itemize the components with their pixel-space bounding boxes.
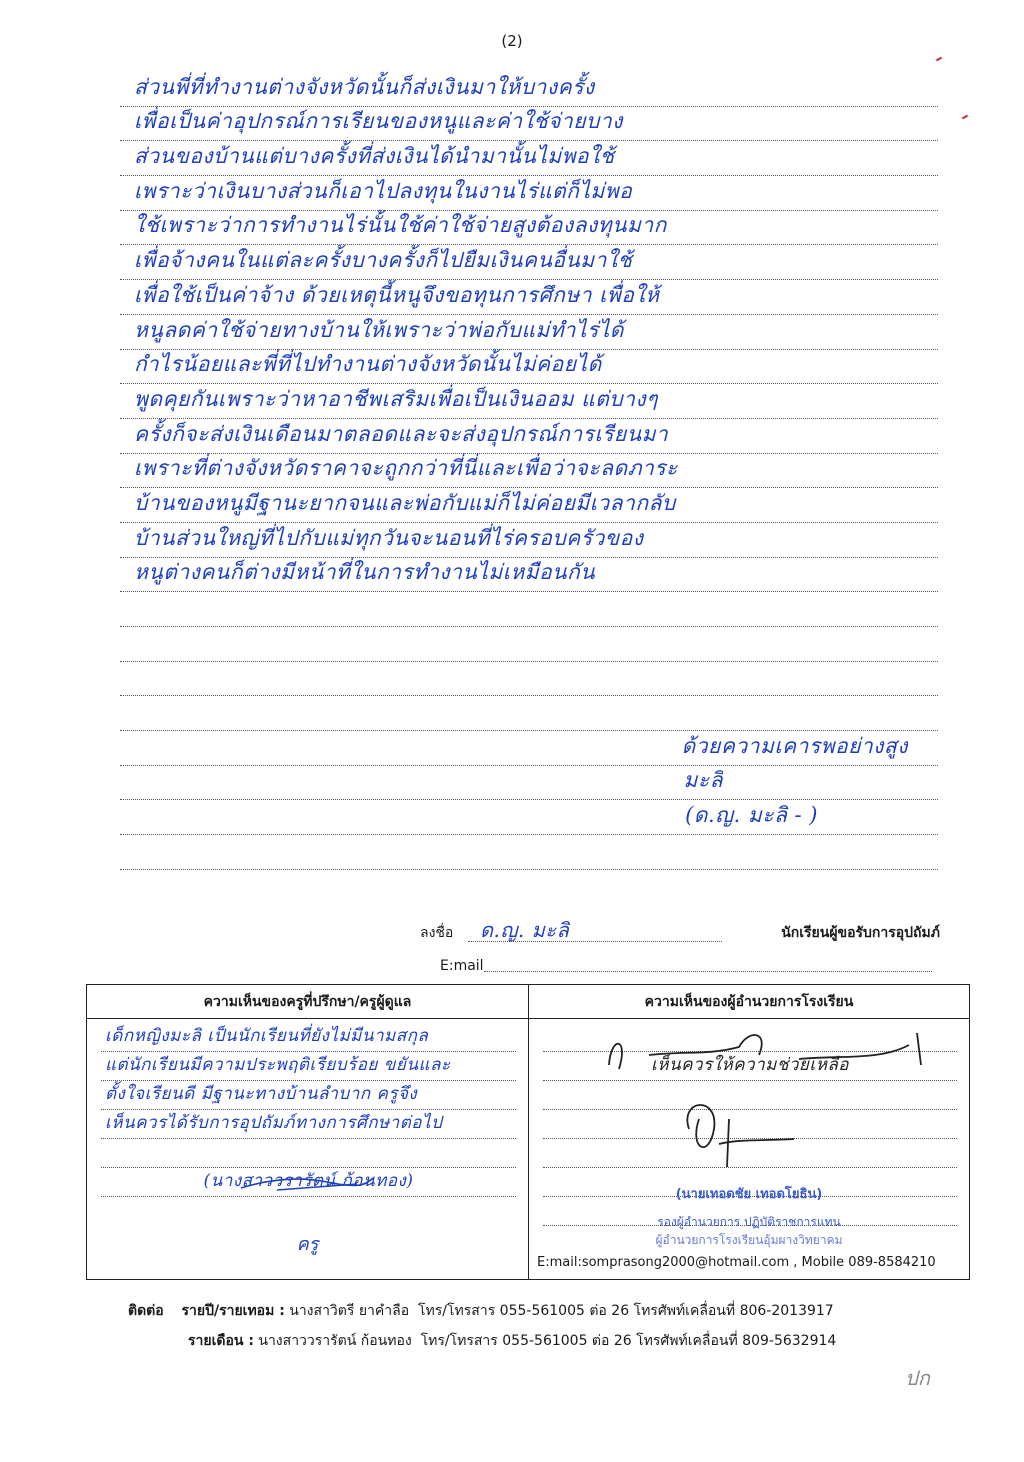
- letter-line: [120, 384, 938, 419]
- email-dotted-line: [484, 971, 932, 972]
- teacher-opinion-box: [87, 985, 529, 1279]
- handwritten-text: เพราะว่าเงินบางส่วนก็เอาไปลงทุนในงานไร่แต่ก็ไม่พอ: [134, 178, 633, 203]
- letter-line: [120, 72, 938, 107]
- opinions-table: [86, 984, 970, 1280]
- opinion-text: เด็กหญิงมะลิ เป็นนักเรียนที่ยังไม่มีนามสกุล: [105, 1026, 429, 1046]
- opinion-line: [101, 1052, 516, 1081]
- contact-period: รายเดือน :: [188, 1333, 254, 1349]
- opinion-line: [101, 1110, 516, 1139]
- teacher-role: ครู: [296, 1234, 319, 1255]
- contact-tel: 055-561005 ต่อ 26: [499, 1303, 630, 1319]
- signature-handwriting: ด.ญ. มะลิ: [480, 918, 570, 942]
- letter-line: [120, 488, 938, 523]
- opinion-line: [101, 1139, 516, 1168]
- handwritten-text: ครั้งก็จะส่งเงินเดือนมาตลอดและจะส่งอุปกรณ์การเรียนมา: [134, 421, 669, 446]
- red-ink-mark: [936, 57, 942, 62]
- contact-person: นางสาววรารัตน์ ก้อนทอง: [258, 1333, 412, 1349]
- letter-line: [120, 107, 938, 142]
- director-handwritten-opinion: เห็นควรให้ความช่วยเหลือ: [650, 1055, 850, 1075]
- letter-name-line: [120, 800, 938, 835]
- signature-label: ลงชื่อ: [420, 925, 454, 941]
- letter-line: [120, 558, 938, 593]
- letter-line: [120, 315, 938, 350]
- letter-line: [120, 350, 938, 385]
- student-signature: มะลิ: [683, 768, 723, 793]
- letter-signature-line: [120, 766, 938, 801]
- handwritten-text: กำไรน้อยและพี่ที่ไปทำงานต่างจังหวัดนั้นไม่ค่อยได้: [134, 352, 602, 377]
- director-position-stamp: รองผู้อำนวยการ ปฏิบัติราชการแทน: [657, 1215, 841, 1229]
- signature-role: นักเรียนผู้ขอรับการอุปถัมภ์: [781, 925, 940, 941]
- handwritten-text: บ้านของหนูมีฐานะยากจนและพ่อกับแม่ก็ไม่ค่อยมีเวลากลับ: [134, 490, 676, 515]
- closing-text: ด้วยความเคารพอย่างสูง: [681, 733, 908, 758]
- contact-tel: 055-561005 ต่อ 26: [502, 1333, 632, 1349]
- teacher-opinion-header: ความเห็นของครูที่ปรึกษา/ครูผู้ดูแล: [87, 985, 528, 1019]
- contact-mobile: 806-2013917: [739, 1303, 834, 1319]
- director-name-stamp: (นายเทอดชัย เทอดโยธิน): [675, 1187, 823, 1202]
- contact-mobile-label: โทรศัพท์เคลื่อนที่: [633, 1303, 736, 1319]
- handwritten-text: เพื่อใช้เป็นค่าจ้าง ด้วยเหตุนี้หนูจึงขอทุนการศึกษา เพื่อให้: [134, 282, 660, 307]
- handwritten-text: ส่วนพี่ที่ทำงานต่างจังหวัดนั้นก็ส่งเงินมาให้บางครั้ง: [134, 74, 595, 99]
- contact-label: ติดต่อ: [128, 1303, 164, 1319]
- contact-mobile-label: โทรศัพท์เคลื่อนที่: [636, 1333, 738, 1349]
- letter-line: [120, 592, 938, 627]
- contact-mobile: 809-5632914: [742, 1333, 837, 1349]
- handwritten-text: ส่วนของบ้านแต่บางครั้งที่ส่งเงินได้นำมานั้นไม่พอใช้: [134, 144, 615, 169]
- handwritten-text: เพื่อเป็นค่าอุปกรณ์การเรียนของหนูและค่าใช้จ่ายบาง: [134, 109, 623, 134]
- handwritten-text: เพื่อจ้างคนในแต่ละครั้งบางครั้งก็ไปยืมเงินคนอื่นมาใช้: [134, 248, 633, 273]
- red-ink-mark: [962, 115, 968, 120]
- contact-period: รายปี/รายเทอม :: [181, 1303, 285, 1319]
- opinion-text: แต่นักเรียนมีความประพฤติเรียบร้อย ขยันและ: [105, 1055, 451, 1075]
- handwritten-text: ใช้เพราะว่าการทำงานไร่นั้นใช้ค่าใช้จ่ายสูงต้องลงทุนมาก: [134, 213, 667, 238]
- opinion-line: [101, 1023, 516, 1052]
- letter-line: [120, 454, 938, 489]
- handwritten-text: หนูต่างคนก็ต่างมีหน้าที่ในการทำงานไม่เหมือนกัน: [134, 560, 596, 585]
- director-signature-mark: [669, 1089, 799, 1169]
- letter-line: [120, 662, 938, 697]
- letter-closing-line: [120, 731, 938, 766]
- opinion-text: ตั้งใจเรียนดี มีฐานะทางบ้านลำบาก ครูจึง: [105, 1084, 418, 1104]
- director-organization-stamp: ผู้อำนวยการโรงเรียนอุ้มผางวิทยาคม: [655, 1233, 843, 1247]
- letter-line: [120, 627, 938, 662]
- contact-row-month: [128, 1326, 928, 1356]
- handwritten-text: พูดคุยกันเพราะว่าหาอาชีพเสริมเพื่อเป็นเงินออม แต่บางๆ: [134, 386, 658, 411]
- letter-line: [120, 141, 938, 176]
- letter-line: [120, 419, 938, 454]
- contact-section: [128, 1296, 928, 1356]
- handwritten-text: บ้านส่วนใหญ่ที่ไปกับแม่ทุกวันจะนอนที่ไร่ครอบครัวของ: [134, 525, 644, 550]
- page-number: (2): [501, 32, 523, 50]
- letter-line: [120, 211, 938, 246]
- director-opinion-box: [529, 985, 969, 1279]
- contact-row-term: [128, 1296, 928, 1326]
- teacher-opinion-lines: [87, 1019, 528, 1197]
- director-opinion-header: ความเห็นของผู้อำนวยการโรงเรียน: [529, 985, 969, 1019]
- letter-line: [120, 245, 938, 280]
- teacher-signature-scribble: [237, 1172, 377, 1194]
- contact-tel-label: โทร/โทรสาร: [420, 1333, 498, 1349]
- signature-row: [420, 920, 940, 948]
- email-row: [440, 952, 932, 976]
- handwritten-text: หนูลดค่าใช้จ่ายทางบ้านให้เพราะว่าพ่อกับแม่ทำไร่ได้: [134, 317, 624, 342]
- director-signature-scribble: [599, 1025, 929, 1085]
- letter-line: [120, 176, 938, 211]
- opinion-text: เห็นควรได้รับการอุปถัมภ์ทางการศึกษาต่อไป: [105, 1113, 443, 1133]
- contact-tel-label: โทร/โทรสาร: [418, 1303, 496, 1319]
- opinion-line: [101, 1081, 516, 1110]
- corner-initials: ปก: [905, 1366, 930, 1390]
- email-label: E:mail: [440, 958, 484, 974]
- letter-body: [120, 72, 938, 870]
- letter-line: [120, 280, 938, 315]
- director-contact: E:mail:somprasong2000@hotmail.com , Mobile 089-8584210: [537, 1255, 936, 1270]
- contact-person: นางสาวิตรี ยาคำลือ: [289, 1303, 410, 1319]
- letter-line: [120, 835, 938, 870]
- handwritten-text: เพราะที่ต่างจังหวัดราคาจะถูกกว่าที่นี่และเพื่อว่าจะลดภาระ: [134, 456, 678, 481]
- letter-line: [120, 696, 938, 731]
- letter-line: [120, 523, 938, 558]
- student-name: (ด.ญ. มะลิ - ): [685, 803, 818, 828]
- teacher-name: (นางสาววรารัตน์ ก้อนทอง): [203, 1171, 414, 1191]
